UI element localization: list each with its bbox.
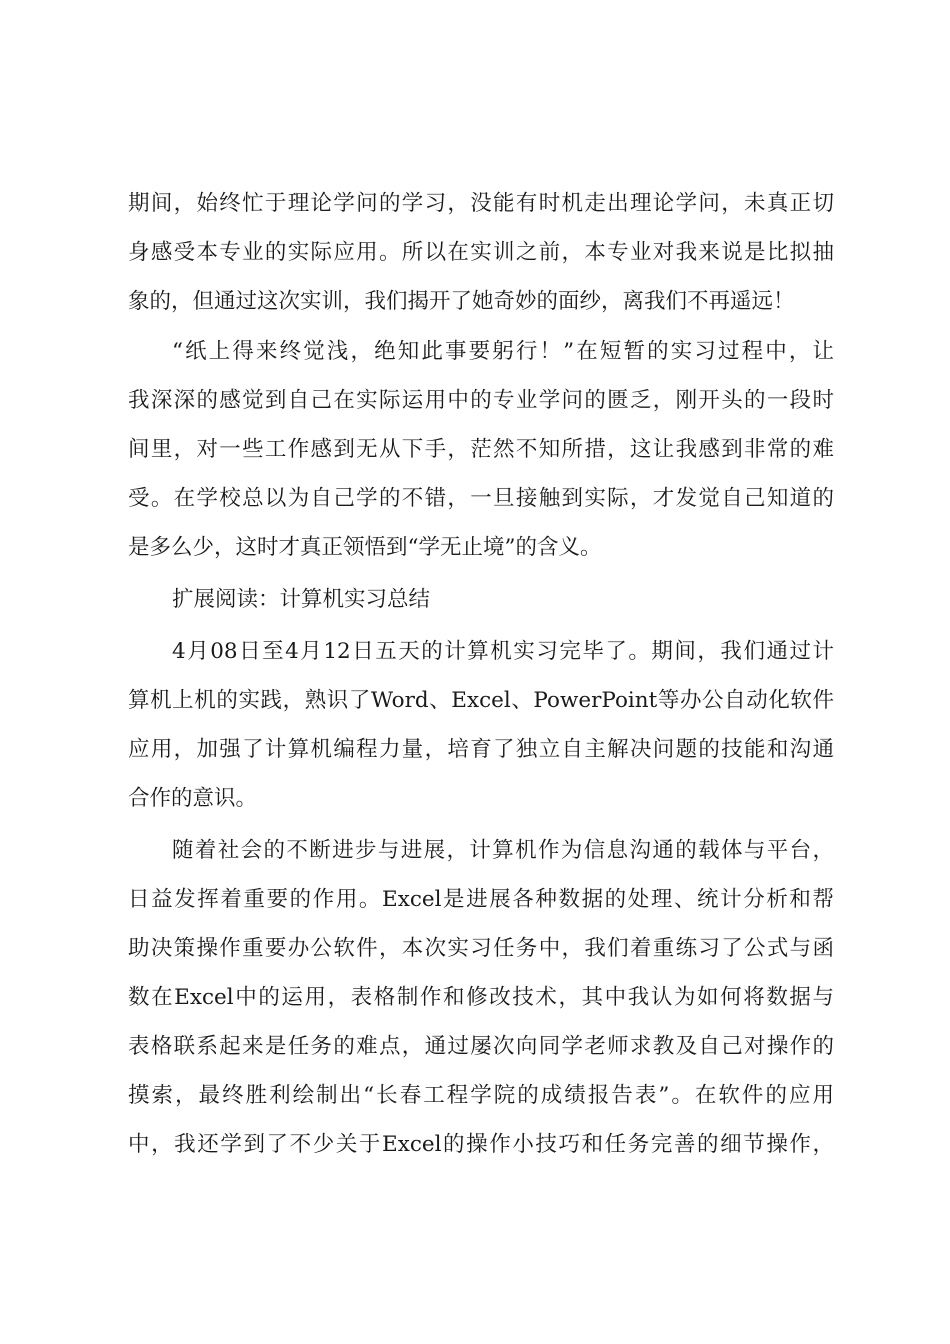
paragraph-line: 我深深的感觉到自己在实际运用中的专业学问的匮乏，刚开头的一段时 bbox=[128, 388, 834, 413]
paragraph-line: 象的，但通过这次实训，我们揭开了她奇妙的面纱，离我们不再遥远！ bbox=[128, 289, 795, 314]
paragraph-line: 受。在学校总以为自己学的不错，一旦接触到实际，才发觉自己知道的 bbox=[128, 486, 834, 511]
paragraph-line: 日益发挥着重要的作用。Excel是进展各种数据的处理、统计分析和帮 bbox=[128, 887, 834, 912]
paragraph-line: “纸上得来终觉浅，绝知此事要躬行！”在短暂的实习过程中，让 bbox=[172, 339, 834, 364]
paragraph-line: 中，我还学到了不少关于Excel的操作小技巧和任务完善的细节操作， bbox=[128, 1132, 834, 1157]
paragraph-line: 合作的意识。 bbox=[128, 786, 258, 811]
paragraph-line: 是多么少，这时才真正领悟到“学无止境”的含义。 bbox=[128, 535, 602, 560]
paragraph-line: 数在Excel中的运用，表格制作和修改技术，其中我认为如何将数据与 bbox=[128, 985, 834, 1010]
paragraph-line: 摸索，最终胜利绘制出“长春工程学院的成绩报告表”。在软件的应用 bbox=[128, 1083, 834, 1108]
paragraph-line: 间里，对一些工作感到无从下手，茫然不知所措，这让我感到非常的难 bbox=[128, 437, 834, 462]
paragraph-line: 表格联系起来是任务的难点，通过屡次向同学老师求教及自己对操作的 bbox=[128, 1034, 834, 1059]
paragraph-line: 身感受本专业的实际应用。所以在实训之前，本专业对我来说是比拟抽 bbox=[128, 240, 834, 265]
paragraph-line: 应用，加强了计算机编程力量，培育了独立自主解决问题的技能和沟通 bbox=[128, 737, 834, 762]
section-heading: 扩展阅读：计算机实习总结 bbox=[172, 587, 431, 612]
paragraph-line: 算机上机的实践，熟识了Word、Excel、PowerPoint等办公自动化软件 bbox=[128, 688, 834, 713]
paragraph-line: 期间，始终忙于理论学问的学习，没能有时机走出理论学问，未真正切 bbox=[128, 191, 834, 216]
paragraph-line: 助决策操作重要办公软件，本次实习任务中，我们着重练习了公式与函 bbox=[128, 936, 834, 961]
paragraph-line: 随着社会的不断进步与进展，计算机作为信息沟通的载体与平台， bbox=[172, 838, 834, 863]
paragraph-line: 4月08日至4月12日五天的计算机实习完毕了。期间，我们通过计 bbox=[172, 639, 834, 664]
